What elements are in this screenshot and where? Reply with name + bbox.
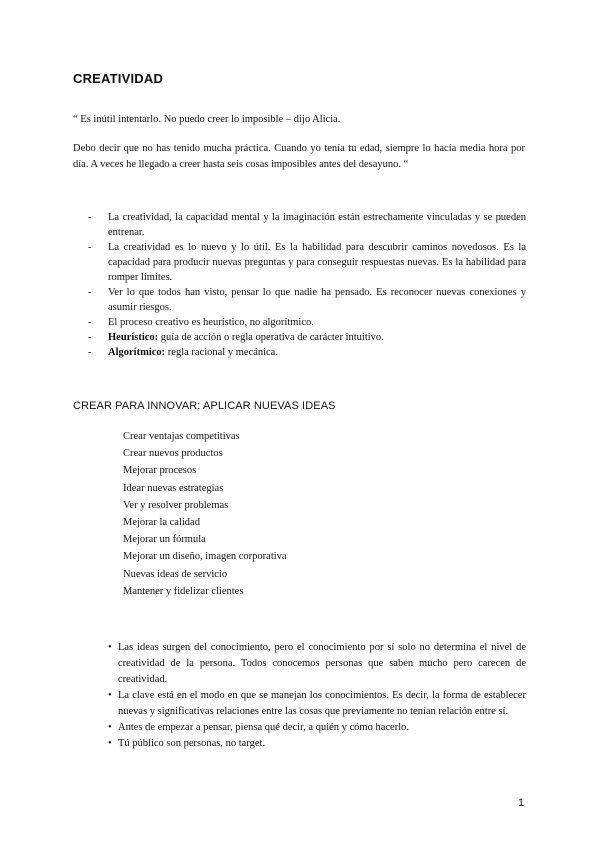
idea-item: Mejorar un fórmula <box>123 534 206 546</box>
idea-item: Idear nuevas estrategias <box>123 482 224 494</box>
list-item <box>88 210 526 240</box>
page-number: 1 <box>518 797 525 809</box>
creativity-definitions-list <box>88 210 526 360</box>
list-item <box>88 315 526 330</box>
idea-item: Mejorar procesos <box>123 465 197 477</box>
term-heuristico: Heurístico: <box>108 332 159 343</box>
bullet-marker: • <box>108 722 112 733</box>
knowledge-bullets-list <box>108 640 526 752</box>
bullet-text: Tú público son personas, no target. <box>118 738 266 749</box>
page-title: CREATIVIDAD <box>73 71 164 86</box>
dash-marker: - <box>88 287 92 298</box>
list-item <box>88 330 526 345</box>
section-heading: CREAR PARA INNOVAR: APLICAR NUEVAS IDEAS <box>73 400 336 412</box>
bullet-item <box>108 720 526 736</box>
idea-item: Mejorar la calidad <box>123 517 200 529</box>
idea-item: Crear nuevos productos <box>123 448 223 460</box>
idea-item: Crear ventajas competitivas <box>123 431 240 442</box>
list-item-text: guía de acción o regla operativa de carácter intuitivo. <box>158 332 384 343</box>
list-item <box>88 285 526 315</box>
term-algoritmico: Algorítmico: <box>108 347 166 358</box>
idea-item: Mantener y fidelizar clientes <box>123 585 244 597</box>
bullet-marker: • <box>108 642 112 653</box>
bullet-item <box>108 736 526 752</box>
list-item-text: regla racional y mecánica. <box>165 347 278 358</box>
quote-line-1: “ Es inútil intentarlo. No puedo creer lo imposible – dijo Alicia. <box>73 114 341 125</box>
list-item-text: La creatividad es lo nuevo y lo útil. Es la habilidad para descubrir caminos novedosos. Es la capacidad para producir nuevas preguntas y para conseguir respuestas nuevas. Es la habilidad para romper límites. <box>108 242 526 283</box>
list-item <box>88 345 526 360</box>
dash-marker: - <box>88 347 92 358</box>
list-item-text: El proceso creativo es heurístico, no algorítmico. <box>108 317 314 328</box>
dash-marker: - <box>88 212 92 223</box>
bullet-item <box>108 688 526 720</box>
dash-marker: - <box>88 332 92 343</box>
bullet-text: Antes de empezar a pensar, piensa qué decir, a quién y cómo hacerlo. <box>118 722 409 733</box>
dash-marker: - <box>88 317 92 328</box>
bullet-marker: • <box>108 690 112 701</box>
bullet-text: La clave está en el modo en que se manejan los conocimientos. Es decir, la forma de establecer nuevas y significativas relaciones entre las cosas que previamente no tenían relación entre sí. <box>118 690 526 717</box>
idea-item: Ver y resolver problemas <box>123 499 229 511</box>
idea-item: Nuevas ideas de servicio <box>123 568 228 580</box>
list-item-text: Ver lo que todos han visto, pensar lo que nadie ha pensado. Es reconocer nuevas conexiones y asumir riesgos. <box>108 287 526 313</box>
bullet-marker: • <box>108 738 112 749</box>
bullet-item <box>108 640 526 688</box>
list-item <box>88 240 526 285</box>
innovation-ideas-list <box>123 428 287 600</box>
dash-marker: - <box>88 242 92 253</box>
bullet-text: Las ideas surgen del conocimiento, pero el conocimiento por sí solo no determina el nivel de creatividad de la persona. Todos conocemos personas que saben mucho pero carecen de creatividad. <box>118 642 526 685</box>
idea-item: Mejorar un diseño, imagen corporativa <box>123 551 287 563</box>
quote-line-2: Debo decir que no has tenido mucha práctica. Cuando yo tenía tu edad, siempre lo hacía media hora por día. A veces he llegado a creer hasta seis cosas imposibles antes del desayuno. “ <box>73 143 525 170</box>
list-item-text: La creatividad, la capacidad mental y la imaginación están estrechamente vinculadas y se pueden entrenar. <box>108 212 526 238</box>
